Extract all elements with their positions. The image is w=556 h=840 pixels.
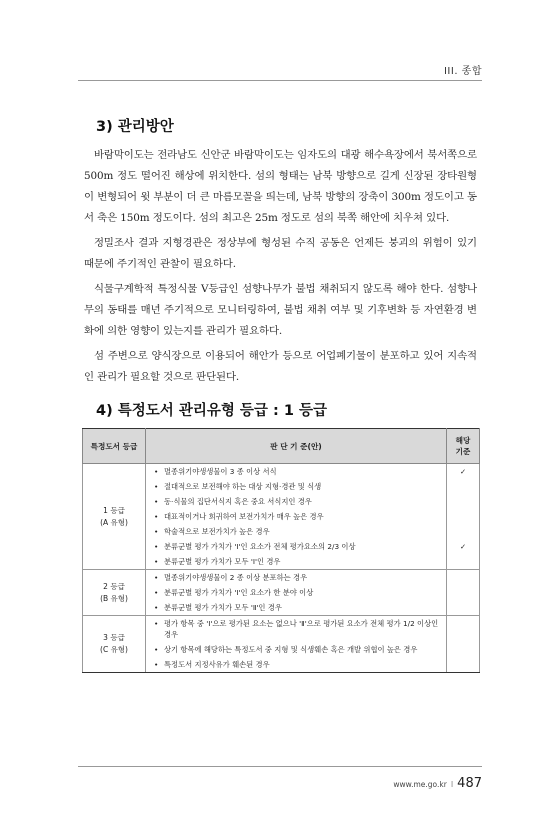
criterion-item bbox=[146, 570, 446, 585]
bullet-icon: • bbox=[154, 660, 159, 669]
criterion-text: 평가 항목 중 'Ⅰ'으로 평가된 요소는 없으나 'Ⅱ'으로 평가된 요소가 전체 평가 1/2 이상인 경우 bbox=[164, 619, 439, 639]
paragraph: 바람막이도는 전라남도 신안군 바람막이도는 임자도의 대광 해수욕장에서 북서쪽으로 500m 정도 떨어진 해상에 위치한다. 섬의 형태는 남북 방향으로 길게 신장된 장타원형이 변형되어 윗 부분이 더 큰 마름모꼴을 띄는데, 남북 방향의 장축이 300m 정도이고 동서 축은 150m 정도이다. 섬의 최고은 25m 정도로 섬의 북쪽 해안에 치우쳐 있다. bbox=[84, 149, 477, 224]
criterion-text: 분류군별 평가 가치가 'Ⅰ'인 요소가 전체 평가요소의 2/3 이상 bbox=[164, 542, 356, 551]
applicable-cell bbox=[447, 570, 480, 616]
check-mark-icon bbox=[447, 554, 479, 569]
header-grade: 특정도서 등급 bbox=[83, 429, 146, 464]
grade-cell: 2 등급 (B 유형) bbox=[83, 570, 146, 616]
page-number: 487 bbox=[457, 776, 482, 791]
section-3-title: 3) 관리방안 bbox=[96, 119, 174, 135]
header-criteria: 판 단 기 준(안) bbox=[146, 429, 447, 464]
section-label: III. 종합 bbox=[443, 66, 482, 77]
table-row bbox=[83, 570, 480, 616]
criterion-text: 상기 항목에 해당하는 특정도서 중 지형 및 식생훼손 혹은 개발 위협이 높은 경우 bbox=[164, 645, 418, 654]
check-mark-icon bbox=[447, 524, 479, 539]
criterion-text: 학술적으로 보전가치가 높은 경우 bbox=[164, 527, 270, 536]
bullet-icon: • bbox=[154, 512, 159, 521]
criterion-item bbox=[146, 585, 446, 600]
check-mark-icon bbox=[447, 642, 479, 657]
bullet-icon: • bbox=[154, 619, 159, 628]
grade-cell: 1 등급 (A 유형) bbox=[83, 464, 146, 570]
bullet-icon: • bbox=[154, 497, 159, 506]
criterion-item bbox=[146, 657, 446, 672]
criterion-item bbox=[146, 539, 446, 554]
check-mark-icon bbox=[447, 494, 479, 509]
paragraph: 식물구계학적 특정식물 V등급인 섬향나무가 불법 채취되지 않도록 해야 한다. 섬향나무의 동태를 매년 주기적으로 모니터링하여, 불법 채취 여부 및 기후변화 등 자연환경 변화에 의한 영향이 있는지를 관리가 필요하다. bbox=[84, 283, 477, 337]
bullet-icon: • bbox=[154, 588, 159, 597]
criterion-text: 분류군별 평가 가치가 모두 'Ⅱ'인 경우 bbox=[164, 603, 282, 612]
check-mark-icon: ✓ bbox=[459, 467, 467, 476]
check-mark-icon bbox=[447, 585, 479, 600]
check-mark-icon bbox=[447, 657, 479, 672]
criterion-text: 특정도서 지정사유가 훼손된 경우 bbox=[164, 660, 270, 669]
criteria-cell bbox=[146, 570, 447, 616]
criterion-text: 멸종위기야생생물이 3 종 이상 서식 bbox=[164, 467, 277, 476]
footer-url: www.me.go.kr bbox=[393, 780, 447, 789]
criterion-item bbox=[146, 600, 446, 615]
management-text bbox=[84, 145, 477, 392]
bullet-icon: • bbox=[154, 527, 159, 536]
grade-cell: 3 등급 (C 유형) bbox=[83, 616, 146, 673]
check-mark-icon bbox=[447, 600, 479, 615]
applicable-cell bbox=[447, 464, 480, 570]
table-row bbox=[83, 464, 480, 570]
criteria-cell bbox=[146, 616, 447, 673]
criterion-text: 절대적으로 보전해야 하는 대상 지형·경관 및 식생 bbox=[164, 482, 322, 491]
criteria-cell bbox=[146, 464, 447, 570]
check-mark-icon bbox=[447, 616, 479, 642]
header-rule bbox=[78, 80, 482, 81]
criterion-text: 분류군별 평가 가치가 모두 'Ⅰ'인 경우 bbox=[164, 557, 281, 566]
grade-table bbox=[82, 428, 480, 673]
paragraph: 섬 주변으로 양식장으로 이용되어 해안가 등으로 어업폐기물이 분포하고 있어 지속적인 관리가 필요할 것으로 판단된다. bbox=[84, 350, 477, 383]
bullet-icon: • bbox=[154, 645, 159, 654]
criterion-item bbox=[146, 554, 446, 569]
criterion-item bbox=[146, 509, 446, 524]
bullet-icon: • bbox=[154, 573, 159, 582]
criterion-text: 분류군별 평가 가치가 'Ⅰ'인 요소가 한 분야 이상 bbox=[164, 588, 314, 597]
footer-separator: I bbox=[450, 780, 454, 789]
paragraph: 정밀조사 결과 지형경관은 정상부에 형성된 수직 공동은 언제든 붕괴의 위험이 있기 때문에 주기적인 관찰이 필요하다. bbox=[84, 237, 477, 270]
criterion-item bbox=[146, 642, 446, 657]
footer-rule bbox=[78, 766, 482, 767]
applicable-cell bbox=[447, 616, 480, 673]
page-footer bbox=[393, 772, 482, 791]
table-header-row bbox=[83, 429, 480, 464]
table-body bbox=[83, 464, 480, 673]
header-applicable: 해당 기준 bbox=[447, 429, 480, 464]
bullet-icon: • bbox=[154, 542, 159, 551]
criterion-text: 대표적이거나 희귀하여 보전가치가 매우 높은 경우 bbox=[164, 512, 324, 521]
section-4-title: 4) 특정도서 관리유형 등급 : 1 등급 bbox=[96, 403, 327, 419]
criterion-item bbox=[146, 479, 446, 494]
table-row bbox=[83, 616, 480, 673]
criterion-item bbox=[146, 616, 446, 642]
bullet-icon: • bbox=[154, 482, 159, 491]
criterion-text: 동·식물의 집단서식지 혹은 중요 서식지인 경우 bbox=[164, 497, 312, 506]
criterion-item bbox=[146, 494, 446, 509]
bullet-icon: • bbox=[154, 467, 159, 476]
check-mark-icon: ✓ bbox=[459, 542, 467, 551]
bullet-icon: • bbox=[154, 557, 159, 566]
check-mark-icon bbox=[447, 570, 479, 585]
criterion-text: 멸종위기야생생물이 2 종 이상 분포하는 경우 bbox=[164, 573, 308, 582]
criterion-item bbox=[146, 524, 446, 539]
check-mark-icon bbox=[447, 479, 479, 494]
bullet-icon: • bbox=[154, 603, 159, 612]
check-mark-icon bbox=[447, 509, 479, 524]
criterion-item bbox=[146, 464, 446, 479]
